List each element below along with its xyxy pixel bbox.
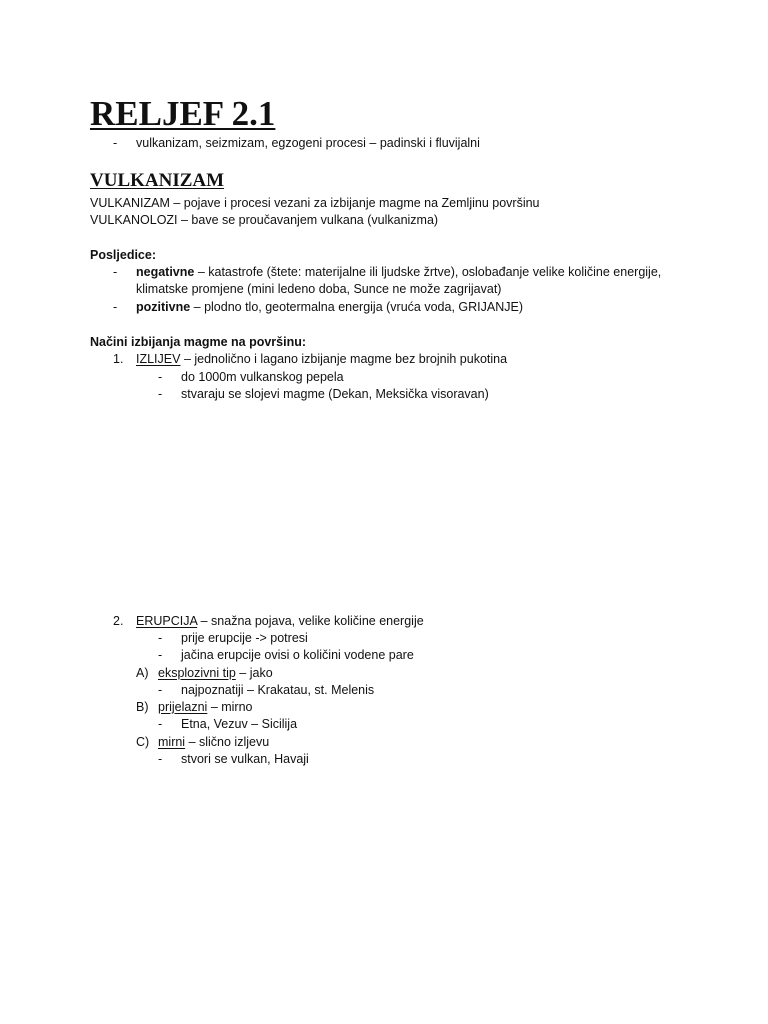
document-title: RELJEF 2.1 <box>90 94 276 133</box>
type-term: mirni <box>158 735 186 749</box>
eruption-type-explosive <box>158 665 273 682</box>
type-text: – slično izljevu <box>185 735 270 749</box>
type-letter: B) <box>136 700 149 714</box>
bullet-marker: - <box>158 387 163 401</box>
type-text: – jako <box>235 666 273 680</box>
sub-bullet-text: najpoznatiji – Krakatau, st. Melenis <box>181 683 375 697</box>
bullet-marker: - <box>158 648 163 662</box>
sub-bullet-text: prije erupcije -> potresi <box>181 631 308 645</box>
bullet-marker: - <box>158 683 163 697</box>
sub-bullet-text: Etna, Vezuv – Sicilija <box>181 717 298 731</box>
method-item-erupcija <box>136 613 424 630</box>
method-term: IZLIJEV <box>136 352 181 366</box>
intro-bullet-text: vulkanizam, seizmizam, egzogeni procesi – padinski i fluvijalni <box>136 136 480 150</box>
type-term: prijelazni <box>158 700 208 714</box>
consequence-item-positive <box>136 299 523 316</box>
intro-bullet-marker: - <box>113 136 118 150</box>
bullet-marker: - <box>113 265 118 279</box>
eruption-type-calm <box>158 734 269 751</box>
bullet-marker: - <box>158 370 163 384</box>
sub-bullet-text: jačina erupcije ovisi o količini vodene pare <box>181 648 414 662</box>
list-number: 2. <box>113 614 124 628</box>
bullet-marker: - <box>113 300 118 314</box>
type-term: eksplozivni tip <box>158 666 236 680</box>
list-number: 1. <box>113 352 124 366</box>
consequence-text: – plodno tlo, geotermalna energija (vruća voda, GRIJANJE) <box>190 300 523 314</box>
sub-bullet-text: stvori se vulkan, Havaji <box>181 752 309 766</box>
consequence-term: pozitivne <box>136 300 191 314</box>
sub-bullet-text: do 1000m vulkanskog pepela <box>181 370 344 384</box>
bullet-marker: - <box>158 752 163 766</box>
type-text: – mirno <box>207 700 253 714</box>
sub-bullet-text: stvaraju se slojevi magme (Dekan, Meksička visoravan) <box>181 387 489 401</box>
method-text: – jednolično i lagano izbijanje magme bez brojnih pukotina <box>180 352 508 366</box>
type-letter: A) <box>136 666 149 680</box>
consequence-term: negativne <box>136 265 195 279</box>
definition-line: VULKANOLOZI – bave se proučavanjem vulkana (vulkanizma) <box>90 213 439 227</box>
consequence-item-negative <box>136 264 661 281</box>
type-letter: C) <box>136 735 150 749</box>
method-item-izlijev <box>136 351 507 368</box>
section-heading: VULKANIZAM <box>90 170 225 191</box>
eruption-type-transitional <box>158 699 253 716</box>
consequence-text: – katastrofe (štete: materijalne ili ljudske žrtve), oslobađanje velike količine energije, <box>194 265 662 279</box>
bullet-marker: - <box>158 631 163 645</box>
consequence-text-continued: klimatske promjene (mini ledeno doba, Sunce ne može zagrijavat) <box>136 282 502 296</box>
methods-heading: Načini izbijanja magme na površinu: <box>90 335 307 349</box>
definition-line: VULKANIZAM – pojave i procesi vezani za izbijanje magme na Zemljinu površinu <box>90 196 540 210</box>
bullet-marker: - <box>158 717 163 731</box>
consequences-heading: Posljedice: <box>90 248 156 262</box>
method-text: – snažna pojava, velike količine energije <box>197 614 424 628</box>
method-term: ERUPCIJA <box>136 614 198 628</box>
